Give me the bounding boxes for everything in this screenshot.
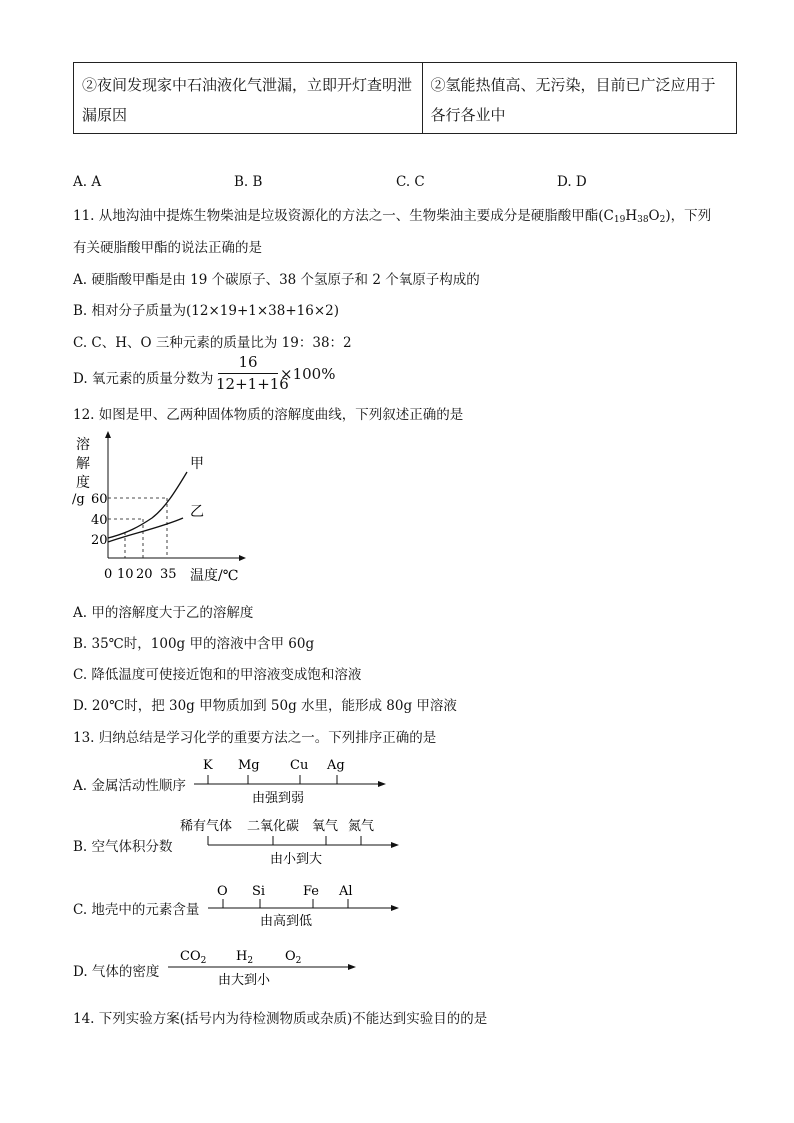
q11-stem-line1: 11. 从地沟油中提炼生物柴油是垃圾资源化的方法之一、生物柴油主要成分是硬脂酸甲酯$(C_{19}H_{38}O_2)$，下列 [73,208,712,225]
q13-stem: 13. 归纳总结是学习化学的重要方法之一。下列排序正确的是 [73,730,437,746]
item-mg: Mg [238,758,260,773]
dashed-guides [108,498,167,558]
q12-option-b: B. 35℃时，100g 甲的溶液中含甲 60g [73,636,315,652]
item-fe: Fe [303,884,320,899]
y-label-2: 解 [76,456,90,472]
item-ag: Ag [327,758,345,773]
q13-option-b-diagram [178,815,403,871]
series-label-yi: 乙 [190,504,204,520]
caption: 由强到弱 [252,791,305,806]
item-oxygen: 氧气 [312,819,339,834]
item-k: K [203,758,213,773]
fraction-tail: ×100% [280,365,336,383]
y-tick-20: 20 [91,533,108,548]
q13-option-a-diagram [190,752,390,808]
caption: 由小到大 [270,852,323,867]
fraction-numerator: 16 [238,353,258,371]
q13-option-c-label: C. 地壳中的元素含量 [73,902,200,918]
q13-option-a-label: A. 金属活动性顺序 [73,778,186,794]
q13-option-d-diagram [168,944,363,990]
x-tick-20: 20 [136,567,153,582]
x-label: 温度/℃ [190,568,239,584]
q13-option-b-label: B. 空气体积分数 [73,839,173,855]
table-cell-right: ②氢能热值高、无污染，目前已广泛应用于各行各业中 [422,63,737,134]
item-rare-gas: 稀有气体 [180,819,233,834]
item-o2: $O_2$ [285,949,302,966]
x-tick-10: 10 [117,567,134,582]
tick-marks [208,836,361,845]
y-tick-40: 40 [91,513,108,528]
q12-stem: 12. 如图是甲、乙两种固体物质的溶解度曲线，下列叙述正确的是 [73,407,464,423]
q11-option-a: A. 硬脂酸甲酯是由 19 个碳原子、38 个氢原子和 2 个氧原子构成的 [73,272,480,288]
q10-option-a: A. A [73,174,102,190]
q10-option-c: C. C [396,174,425,190]
item-co2: $CO_2$ [180,949,207,966]
arrow-head [378,781,386,787]
x-tick-0: 0 [104,567,113,582]
y-tick-60: 60 [91,492,108,507]
question-10-table [73,62,737,134]
q13-option-d-label: D. 气体的密度 [73,964,160,980]
fraction-bar [218,373,278,374]
q10-option-d: D. D [557,174,587,190]
q14-stem: 14. 下列实验方案(括号内为待检测物质或杂质)不能达到实验目的的是 [73,1011,488,1027]
q11-option-d: D. 氧元素的质量分数为 [73,371,214,387]
y-label-3: 度 [76,475,90,491]
item-al: Al [339,884,353,899]
tick-marks [223,899,348,908]
q12-option-a: A. 甲的溶解度大于乙的溶解度 [73,605,254,621]
tick-marks [208,775,337,784]
x-tick-35: 35 [160,567,177,582]
curve-jia [108,472,187,538]
arrow-head [391,905,399,911]
q11-stem-line2: 有关硬脂酸甲酯的说法正确的是 [73,240,262,256]
item-co2: 二氧化碳 [247,819,300,834]
table-cell-left: ②夜间发现家中石油液化气泄漏，立即开灯查明泄漏原因 [74,63,423,134]
series-label-jia: 甲 [190,456,204,472]
item-o: O [217,884,228,899]
q13-option-c-diagram [205,880,405,930]
item-si: Si [252,884,266,899]
q11-option-c: C. C、H、O 三种元素的质量比为 19：38：2 [73,335,352,351]
y-label-1: 溶 [76,437,90,453]
caption: 由大到小 [218,973,271,988]
item-nitrogen: 氮气 [348,819,375,834]
arrow-head [348,964,356,970]
fraction-denominator: 12+1+16 [216,375,289,393]
item-cu: Cu [290,758,309,773]
y-axis-arrow [105,431,111,438]
q12-option-d: D. 20℃时，把 30g 甲物质加到 50g 水里，能形成 80g 甲溶液 [73,698,457,714]
q12-option-c: C. 降低温度可使接近饱和的甲溶液变成饱和溶液 [73,667,362,683]
q10-option-b: B. B [234,174,263,190]
caption: 由高到低 [260,914,313,929]
x-axis-arrow [239,555,246,561]
item-h2: $H_2$ [236,949,254,966]
arrow-head [391,842,399,848]
solubility-chart [70,430,250,590]
q11-option-b: B. 相对分子质量为(12×19+1×38+16×2) [73,303,339,319]
y-label-4: /g [72,492,85,507]
